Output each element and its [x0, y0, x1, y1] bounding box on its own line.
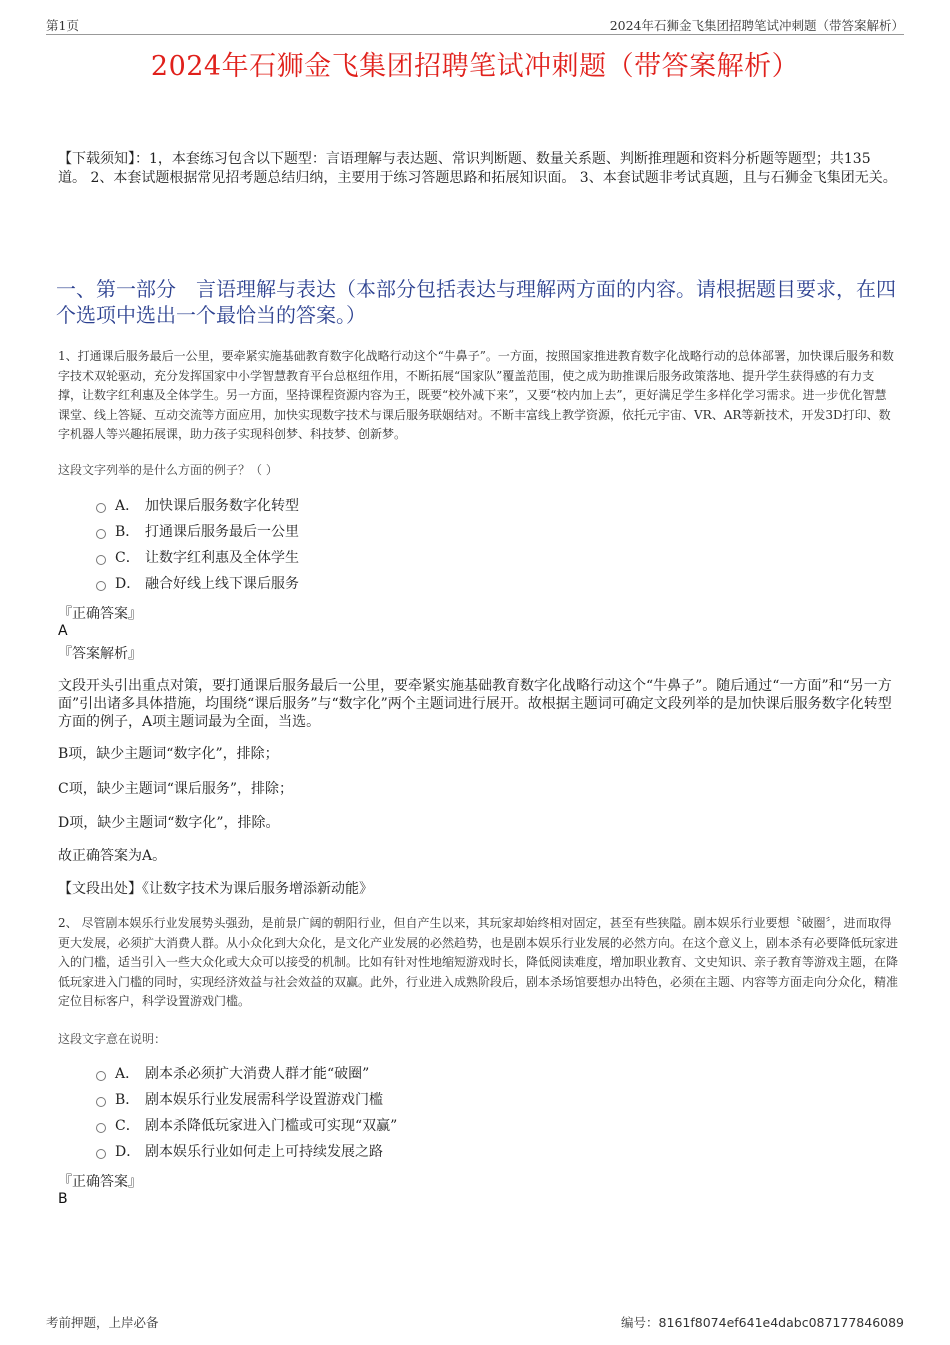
- option-letter: D．: [115, 576, 141, 592]
- radio-icon[interactable]: [96, 1071, 106, 1081]
- option-text: 打通课后服务最后一公里: [145, 524, 299, 540]
- option-text: 剧本娱乐行业如何走上可持续发展之路: [145, 1144, 383, 1160]
- footer-slogan: 考前押题，上岸必备: [46, 1315, 159, 1330]
- q1-source: 【文段出处】《让数字技术为课后服务增添新动能》: [58, 881, 373, 897]
- question-2-passage: 2、 尽管剧本娱乐行业发展势头强劲，是前景广阔的朝阳行业，但自产生以来，其玩家却始终相对固定，甚至有些狭隘。剧本娱乐行业要想〝破圈〞，进而取得更大发展，必须扩大消费人群。从小众化到大众化，是文化产业发展的必然趋势，也是剧本娱乐行业发展的必然方向。在这个意义上，剧本杀有必要降低玩家进入的门槛，适当引入一些大众化或大众可以接受的机制。比如有针对性地缩短游戏时长，降低阅读难度，增加职业教育、文史知识、亲子教育等游戏主题，在降低玩家进入门槛的同时，实现经济效益与社会效益的双赢。此外，行业进入成熟阶段后，剧本杀场馆要想办出特色，必须在主题、内容等方面走向分众化，精准定位目标客户，科学设置游戏门槛。: [58, 916, 899, 1008]
- option-text: 剧本杀必须扩大消费人群才能“破圈”: [145, 1066, 370, 1082]
- radio-icon[interactable]: [96, 1123, 106, 1133]
- question-1-stem: 这段文字列举的是什么方面的例子？（ ）: [58, 463, 278, 477]
- option-text: 加快课后服务数字化转型: [145, 498, 299, 514]
- option-text: 让数字红利惠及全体学生: [145, 550, 299, 566]
- download-notice: 【下载须知】：1，本套练习包含以下题型：言语理解与表达题、常识判断题、数量关系题、判断推理题和资料分析题等题型；共135道。 2、本套试题根据常见招考题总结归纳，主要用于练习答题思路和拓展知识面。 3、本套试题非考试真题，且与石狮金飞集团无关。: [58, 151, 897, 186]
- page-header: [46, 14, 904, 35]
- footer-code-label: 编号：: [621, 1315, 659, 1330]
- header-doc-title: 2024年石狮金飞集团招聘笔试冲刺题（带答案解析）: [609, 18, 904, 33]
- q1-answer: A: [58, 623, 68, 639]
- q2-answer: B: [58, 1191, 68, 1207]
- document-title: 2024年石狮金飞集团招聘笔试冲刺题（带答案解析）: [150, 51, 800, 82]
- option-text: 融合好线上线下课后服务: [145, 576, 299, 592]
- option-letter: B．: [115, 1092, 140, 1108]
- section-heading: 一、第一部分 言语理解与表达（本部分包括表达与理解两方面的内容。请根据题目要求，在四个选项中选出一个最恰当的答案。）: [56, 277, 896, 327]
- question-2-stem: 这段文字意在说明：: [58, 1032, 167, 1046]
- option-letter: A．: [115, 1066, 140, 1082]
- option-letter: C．: [115, 1118, 140, 1134]
- q1-analysis-b: B项，缺少主题词“数字化”，排除；: [58, 746, 279, 762]
- q1-answer-label: 『正确答案』: [58, 606, 142, 622]
- radio-icon[interactable]: [96, 1149, 106, 1159]
- q1-analysis-paragraph: 文段开头引出重点对策，要打通课后服务最后一公里，要牵紧实施基础教育数字化战略行动这个“牛鼻子”。随后通过“一方面”和“另一方面”引出诸多具体措施，均围绕“课后服务”与“数字化”两个主题词进行展开。故根据主题词可确定文段列举的是加快课后服务数字化转型方面的例子，A项主题词最为全面，当选。: [58, 678, 892, 730]
- radio-icon[interactable]: [96, 1097, 106, 1107]
- radio-icon[interactable]: [96, 555, 106, 565]
- q2-answer-label: 『正确答案』: [58, 1174, 142, 1190]
- radio-icon[interactable]: [96, 503, 106, 513]
- q1-analysis-d: D项，缺少主题词“数字化”，排除。: [58, 815, 280, 831]
- question-1-passage: 1、打通课后服务最后一公里，要牵紧实施基础教育数字化战略行动这个“牛鼻子”。一方面，按照国家推进教育数字化战略行动的总体部署，加快课后服务和数字技术双轮驱动，充分发挥国家中小学智慧教育平台总枢纽作用，不断拓展“国家队”覆盖范围，使之成为助推课后服务政策落地、提升学生获得感的有力支撑，让数字红利惠及全体学生。另一方面，坚持课程资源内容为王，既要“校外减下来”，又要“校内加上去”，更好满足学生多样化学习需求。进一步优化智慧课堂、线上答疑、互动交流等方面应用，加快实现数字技术与课后服务联姻结对。不断丰富线上教学资源，依托元宇宙、VR、AR等新技术，开发3D打印、数字机器人等兴趣拓展课，助力孩子实现科创梦、科技梦、创新梦。: [58, 349, 894, 441]
- option-letter: C．: [115, 550, 140, 566]
- q1-analysis-label: 『答案解析』: [58, 646, 142, 662]
- radio-icon[interactable]: [96, 529, 106, 539]
- option-text: 剧本娱乐行业发展需科学设置游戏门槛: [145, 1092, 383, 1108]
- option-letter: B．: [115, 524, 140, 540]
- option-letter: D．: [115, 1144, 141, 1160]
- q1-analysis-c: C项，缺少主题词“课后服务”，排除；: [58, 781, 294, 797]
- footer-code: [621, 1313, 904, 1331]
- page-number: 第1页: [46, 18, 79, 33]
- footer-code-value: 8161f8074ef641e4dabc087177846089: [658, 1315, 904, 1330]
- option-letter: A．: [115, 498, 140, 514]
- radio-icon[interactable]: [96, 581, 106, 591]
- option-text: 剧本杀降低玩家进入门槛或可实现“双赢”: [145, 1118, 398, 1134]
- q1-analysis-conclusion: 故正确答案为A。: [58, 848, 167, 864]
